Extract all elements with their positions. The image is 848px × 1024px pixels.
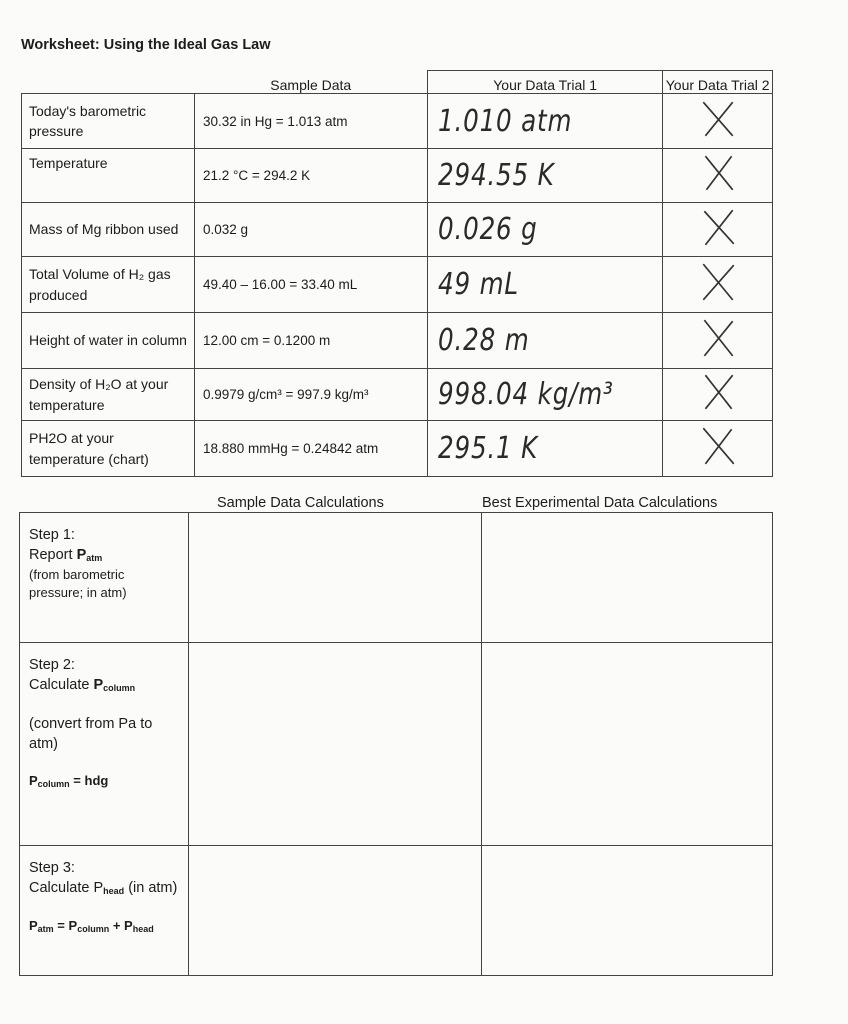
sample-value: 21.2 °C = 294.2 K bbox=[195, 149, 428, 203]
row-label: PH2O at your temperature (chart) bbox=[22, 421, 195, 477]
row-label: Total Volume of H₂ gas produced bbox=[22, 257, 195, 313]
sample-value: 12.00 cm = 0.1200 m bbox=[195, 313, 428, 369]
step-title: Step 3: bbox=[29, 860, 75, 876]
x-mark-icon bbox=[697, 317, 739, 359]
sample-value: 0.9979 g/cm³ = 997.9 kg/m³ bbox=[195, 369, 428, 421]
table-row bbox=[22, 149, 773, 203]
worksheet-title: Worksheet: Using the Ideal Gas Law bbox=[21, 37, 271, 53]
trial1-value: 0.026 g bbox=[438, 212, 538, 247]
header-sample-calculations: Sample Data Calculations bbox=[217, 495, 384, 511]
table-row bbox=[22, 313, 773, 369]
table-row bbox=[20, 513, 773, 643]
sample-calc-cell[interactable] bbox=[189, 513, 482, 643]
table-row bbox=[20, 643, 773, 846]
row-label: Today's barometric pressure bbox=[22, 94, 195, 149]
data-table-header bbox=[22, 71, 773, 94]
x-mark-icon bbox=[697, 261, 739, 303]
sample-value: 30.32 in Hg = 1.013 atm bbox=[195, 94, 428, 149]
experimental-calc-cell[interactable] bbox=[482, 846, 773, 976]
row-label: Temperature bbox=[22, 149, 195, 203]
step-1-cell: Step 1: Report Patm (from barometric pressure; in atm) bbox=[20, 513, 189, 643]
sample-value: 18.880 mmHg = 0.24842 atm bbox=[195, 421, 428, 477]
step-formula: Pcolumn = hdg bbox=[29, 773, 109, 790]
row-label: Height of water in column bbox=[22, 313, 195, 369]
trial1-value: 294.55 K bbox=[438, 158, 555, 193]
trial1-value: 998.04 kg/m³ bbox=[438, 377, 614, 412]
step-title: Step 2: bbox=[29, 657, 75, 673]
calculations-table bbox=[19, 512, 773, 976]
step-title: Step 1: bbox=[29, 527, 75, 543]
header-experimental-calculations: Best Experimental Data Calculations bbox=[482, 495, 718, 511]
step-note: (from barometric pressure; in atm) bbox=[29, 566, 127, 600]
step-2-cell: Step 2: Calculate Pcolumn (convert from Pa to atm) Pcolumn = hdg bbox=[20, 643, 189, 846]
header-sample-data: Sample Data bbox=[270, 77, 352, 93]
x-mark-icon bbox=[697, 98, 739, 140]
row-label: Mass of Mg ribbon used bbox=[22, 203, 195, 257]
x-mark-icon bbox=[697, 206, 739, 248]
experimental-calc-cell[interactable] bbox=[482, 643, 773, 846]
step-3-cell: Step 3: Calculate Phead (in atm) Patm = Pcolumn + Phead bbox=[20, 846, 189, 976]
header-trial-1: Your Data Trial 1 bbox=[428, 71, 663, 94]
sample-value: 0.032 g bbox=[195, 203, 428, 257]
step-formula: Patm = Pcolumn + Phead bbox=[29, 917, 154, 934]
experimental-calc-cell[interactable] bbox=[482, 513, 773, 643]
x-mark-icon bbox=[697, 152, 739, 194]
x-mark-icon bbox=[697, 425, 739, 467]
x-mark-icon bbox=[697, 371, 739, 413]
table-row bbox=[22, 203, 773, 257]
trial1-value: 295.1 K bbox=[438, 431, 539, 466]
data-table bbox=[21, 70, 773, 477]
header-trial-2: Your Data Trial 2 bbox=[663, 71, 773, 94]
table-row bbox=[22, 421, 773, 477]
trial1-value: 49 mL bbox=[438, 267, 519, 302]
table-row bbox=[22, 257, 773, 313]
sample-value: 49.40 – 16.00 = 33.40 mL bbox=[195, 257, 428, 313]
trial1-value: 0.28 m bbox=[438, 323, 530, 358]
sample-calc-cell[interactable] bbox=[189, 846, 482, 976]
trial1-value: 1.010 atm bbox=[438, 103, 573, 139]
table-row bbox=[22, 369, 773, 421]
table-row bbox=[22, 94, 773, 149]
row-label: Density of H₂O at your temperature bbox=[22, 369, 195, 421]
table-row bbox=[20, 846, 773, 976]
step-note: (convert from Pa to atm) bbox=[29, 715, 153, 752]
sample-calc-cell[interactable] bbox=[189, 643, 482, 846]
